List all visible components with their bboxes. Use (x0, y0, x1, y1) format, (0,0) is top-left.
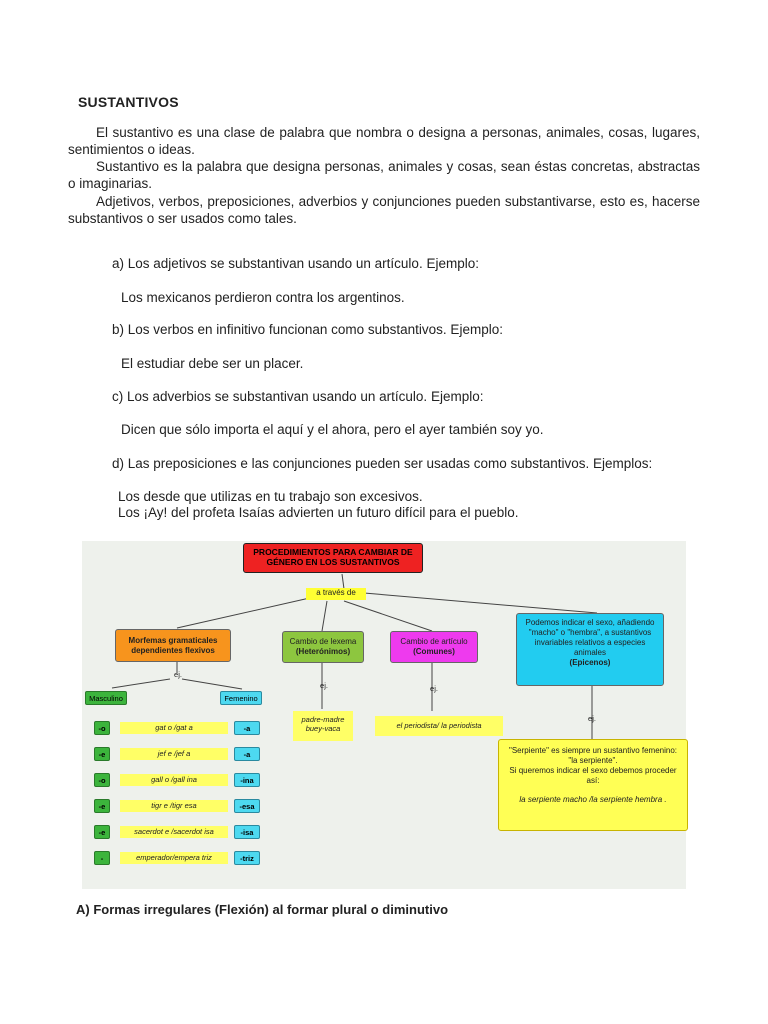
example-d-1: Los desde que utilizas en tu trabajo son excesivos. (118, 489, 423, 504)
branch-lexema-title: Cambio de lexema (289, 637, 357, 646)
paragraph-3: Adjetivos, verbos, preposiciones, adverbios y conjunciones pueden substantivarse, esto es, hacerse substantivos o ser usados como tales. (68, 194, 700, 226)
example-b: El estudiar debe ser un placer. (121, 356, 304, 371)
example-pair: gall o /gall ina (120, 774, 228, 786)
example-pair: tigr e /tigr esa (120, 800, 228, 812)
branch-epicenos-text: Podemos indicar el sexo, añadiendo "macho" o "hembra", a sustantivos invariables relativos a especies animales (525, 618, 655, 657)
example-pair: gat o /gat a (120, 722, 228, 734)
ej-label-1: ej. (174, 670, 182, 679)
ej-label-2: ej. (320, 681, 328, 690)
item-a: a) Los adjetivos se substantivan usando un artículo. Ejemplo: (112, 256, 479, 271)
masc-suffix: -e (94, 747, 110, 761)
paragraph-1: El sustantivo es una clase de palabra que nombra o designa a personas, animales, cosas, lugares, sentimientos o ideas. (68, 125, 700, 157)
epicenos-line-2: Si queremos indicar el sexo debemos proceder así: (509, 766, 677, 785)
item-b: b) Los verbos en infinitivo funcionan como substantivos. Ejemplo: (112, 322, 503, 337)
branch-lexema-sub: (Heterónimos) (295, 647, 351, 656)
branch-morfemas: Morfemas gramaticales dependientes flexivos (115, 629, 231, 662)
item-d: d) Las preposiciones e las conjunciones pueden ser usadas como substantivos. Ejemplos: (112, 456, 653, 471)
item-c: c) Los adverbios se substantivan usando un artículo. Ejemplo: (112, 389, 484, 404)
fem-suffix: -a (234, 721, 260, 735)
example-c: Dicen que sólo importa el aquí y el ahora, pero el ayer también soy yo. (121, 422, 544, 437)
masc-suffix: -o (94, 773, 110, 787)
branch-epicenos-sub: (Epicenos) (569, 658, 611, 667)
example-pair: jef e /jef a (120, 748, 228, 760)
via-label: a través de (306, 588, 366, 600)
fem-suffix: -triz (234, 851, 260, 865)
ej-label-4: ej. (588, 714, 596, 723)
example-d-2: Los ¡Ay! del profeta Isaías advierten un futuro difícil para el pueblo. (118, 505, 519, 520)
page-title: SUSTANTIVOS (78, 94, 179, 110)
branch-articulo-title: Cambio de artículo (400, 637, 468, 646)
epicenos-example (498, 739, 688, 831)
masc-suffix: -e (94, 799, 110, 813)
comunes-example: el periodista/ la periodista (375, 716, 503, 736)
masculino-node: Masculino (85, 691, 127, 705)
branch-lexema (282, 631, 364, 663)
epicenos-line-3: la serpiente macho /la serpiente hembra . (519, 795, 667, 804)
masc-suffix: -e (94, 825, 110, 839)
section-heading-a: A) Formas irregulares (Flexión) al formar plural o diminutivo (76, 902, 449, 917)
fem-suffix: -esa (234, 799, 260, 813)
example-pair: emperador/empera triz (120, 852, 228, 864)
branch-articulo-sub: (Comunes) (413, 647, 455, 656)
concept-map (82, 541, 686, 889)
fem-suffix: -isa (234, 825, 260, 839)
fem-suffix: -ina (234, 773, 260, 787)
masc-suffix: -o (94, 721, 110, 735)
ej-label-3: ej. (430, 684, 438, 693)
femenino-node: Femenino (220, 691, 262, 705)
heteronimos-example: padre-madre buey-vaca (293, 711, 353, 741)
branch-articulo (390, 631, 478, 663)
fem-suffix: -a (234, 747, 260, 761)
epicenos-line-1: "Serpiente" es siempre un sustantivo femenino: "la serpiente". (509, 746, 677, 765)
example-a: Los mexicanos perdieron contra los argentinos. (121, 290, 405, 305)
branch-epicenos (516, 613, 664, 686)
paragraph-2: Sustantivo es la palabra que designa personas, animales y cosas, sean éstas concretas, abstractas o imaginarias. (68, 159, 700, 191)
masc-suffix: - (94, 851, 110, 865)
root-node: PROCEDIMIENTOS PARA CAMBIAR DE GÉNERO EN LOS SUSTANTIVOS (243, 543, 423, 573)
example-pair: sacerdot e /sacerdot isa (120, 826, 228, 838)
